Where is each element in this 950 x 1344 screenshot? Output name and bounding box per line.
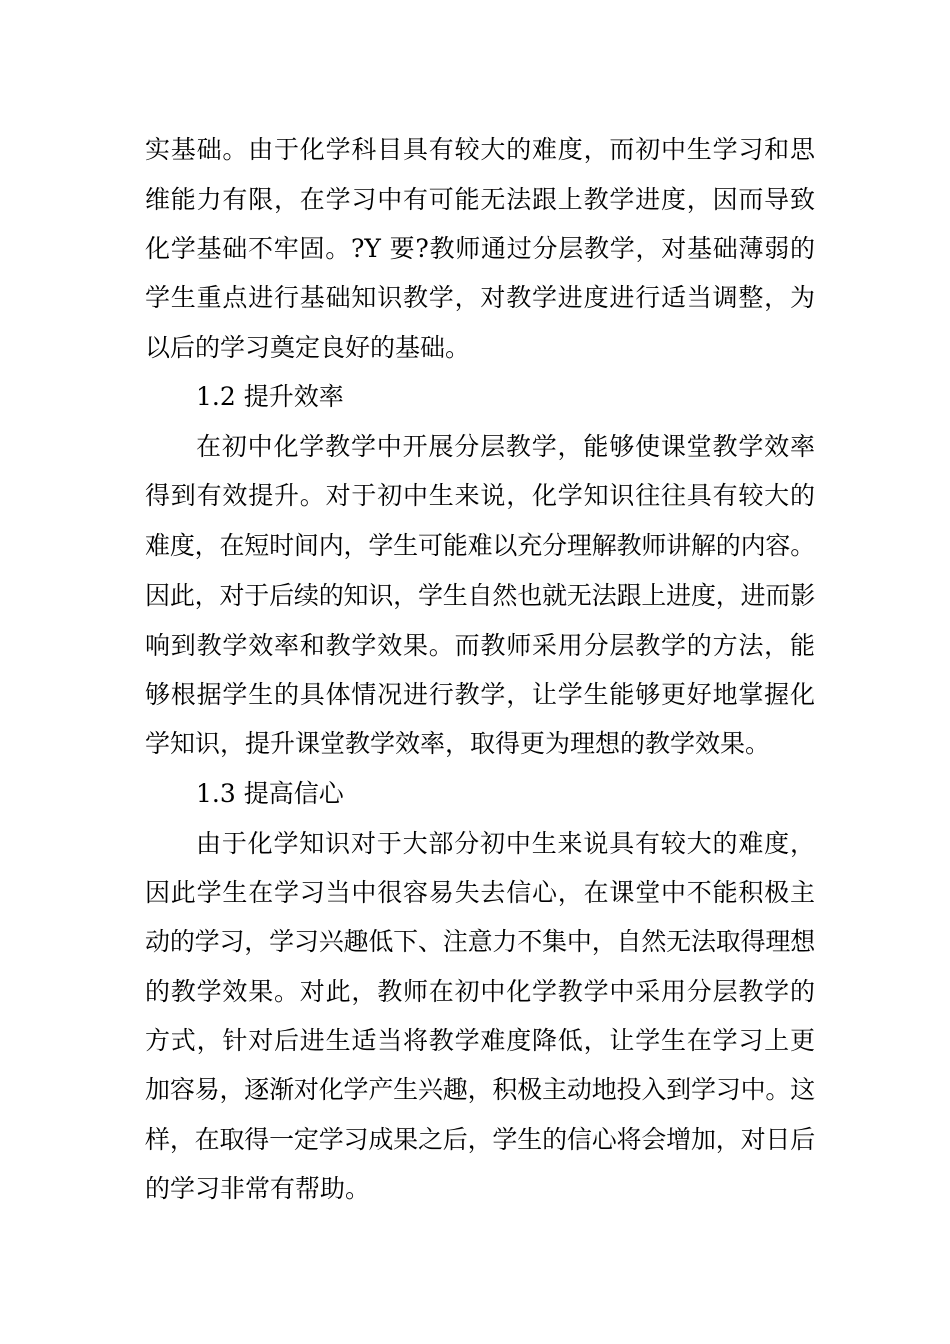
section-heading-1-2: 1.2 提升效率 <box>196 382 344 411</box>
body-text-line: 样，在取得一定学习成果之后，学生的信心将会增加，对日后 <box>145 1125 815 1154</box>
section-heading-1-3: 1.3 提高信心 <box>196 779 344 808</box>
body-text-line: 的教学效果。对此，教师在初中化学教学中采用分层教学的 <box>145 977 815 1006</box>
body-text-line: 由于化学知识对于大部分初中生来说具有较大的难度， <box>196 829 815 858</box>
body-text-line: 维能力有限，在学习中有可能无法跟上教学进度，因而导致 <box>145 185 815 214</box>
body-text-line: 动的学习，学习兴趣低下、注意力不集中，自然无法取得理想 <box>145 927 815 956</box>
body-text-line: 响到教学效率和教学效果。而教师采用分层教学的方法，能 <box>145 631 815 660</box>
body-text-line: 够根据学生的具体情况进行教学，让学生能够更好地掌握化 <box>145 680 815 709</box>
body-text-line: 难度，在短时间内，学生可能难以充分理解教师讲解的内容。 <box>145 531 815 560</box>
body-text-line: 因此学生在学习当中很容易失去信心，在课堂中不能积极主 <box>145 878 815 907</box>
body-text-line: 学生重点进行基础知识教学，对教学进度进行适当调整，为 <box>145 283 815 312</box>
body-text-line: 学知识，提升课堂教学效率，取得更为理想的教学效果。 <box>145 729 771 758</box>
body-text-line: 在初中化学教学中开展分层教学，能够使课堂教学效率 <box>196 432 815 461</box>
body-text-line: 因此，对于后续的知识，学生自然也就无法跟上进度，进而影 <box>145 581 815 610</box>
body-text-line: 加容易，逐渐对化学产生兴趣，积极主动地投入到学习中。这 <box>145 1075 815 1104</box>
body-text-line: 实基础。由于化学科目具有较大的难度，而初中生学习和思 <box>145 135 815 164</box>
body-text-line: 化学基础不牢固。?Y 要?教师通过分层教学，对基础薄弱的 <box>145 234 815 263</box>
body-text-line: 的学习非常有帮助。 <box>145 1174 371 1203</box>
body-text-line: 以后的学习奠定良好的基础。 <box>145 333 471 362</box>
body-text-line: 方式，针对后进生适当将教学难度降低，让学生在学习上更 <box>145 1026 815 1055</box>
body-text-line: 得到有效提升。对于初中生来说，化学知识往往具有较大的 <box>145 481 815 510</box>
